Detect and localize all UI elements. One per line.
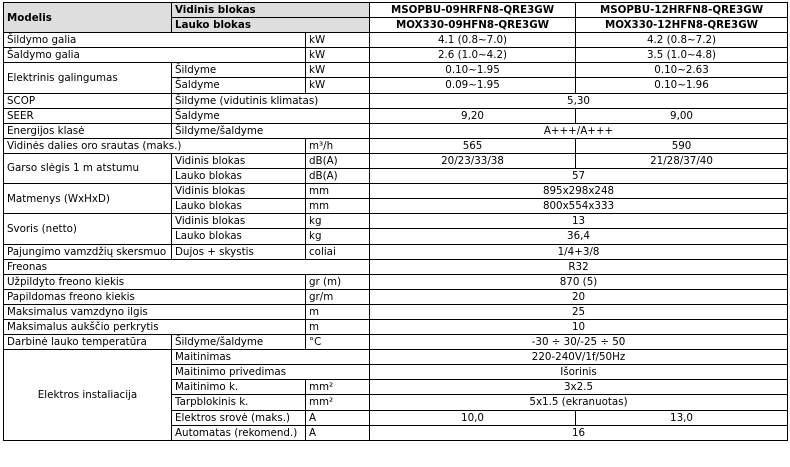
param-label: Energijos klasė xyxy=(4,123,172,138)
value-shared: 57 xyxy=(370,169,788,184)
unit-label: m xyxy=(306,304,370,319)
unit-label: coliai xyxy=(306,244,370,259)
table-row xyxy=(4,289,788,304)
value-09: 4.1 (0.8~7.0) xyxy=(370,33,576,48)
sub-label: Šildyme xyxy=(172,63,306,78)
param-label: Elektros instaliacija xyxy=(4,350,172,441)
header-modelis: Modelis xyxy=(4,3,172,33)
sub-label: Šildyme/šaldyme xyxy=(172,335,306,350)
value-shared: R32 xyxy=(370,259,788,274)
value-09: 20/23/33/38 xyxy=(370,153,576,168)
param-label: SCOP xyxy=(4,93,172,108)
table-row xyxy=(4,259,788,274)
param-label: Pajungimo vamzdžių skersmuo xyxy=(4,244,172,259)
unit-label: kg xyxy=(306,214,370,229)
table-row xyxy=(4,138,788,153)
table-row xyxy=(4,184,788,199)
value-09: 9,20 xyxy=(370,108,576,123)
param-label: Darbinė lauko temperatūra xyxy=(4,335,172,350)
header-model-12-indoor: MSOPBU-12HRFN8-QRE3GW xyxy=(576,3,788,18)
sub-label: Lauko blokas xyxy=(172,229,306,244)
value-shared: 870 (5) xyxy=(370,274,788,289)
table-row xyxy=(4,335,788,350)
sub-label: Maitinimo k. xyxy=(172,380,306,395)
table-row xyxy=(4,93,788,108)
value-shared: 36,4 xyxy=(370,229,788,244)
header-row-indoor xyxy=(4,3,788,18)
param-label: Svoris (netto) xyxy=(4,214,172,244)
sub-label: Maitinimo privedimas xyxy=(172,365,370,380)
sub-label: Maitinimas xyxy=(172,350,370,365)
value-shared: 220-240V/1f/50Hz xyxy=(370,350,788,365)
unit-label: kg xyxy=(306,229,370,244)
unit-label: °C xyxy=(306,335,370,350)
sub-label: Tarpblokinis k. xyxy=(172,395,306,410)
value-12: 13,0 xyxy=(576,410,788,425)
value-12: 9,00 xyxy=(576,108,788,123)
spec-table xyxy=(3,2,788,441)
table-row xyxy=(4,319,788,334)
unit-label: mm² xyxy=(306,395,370,410)
sub-label: Šaldyme xyxy=(172,108,370,123)
header-indoor-label: Vidinis blokas xyxy=(172,3,370,18)
unit-label: mm xyxy=(306,184,370,199)
unit-label: gr (m) xyxy=(306,274,370,289)
value-shared: 13 xyxy=(370,214,788,229)
param-label: Matmenys (WxHxD) xyxy=(4,184,172,214)
value-shared: 1/4+3/8 xyxy=(370,244,788,259)
unit-label: kW xyxy=(306,33,370,48)
header-outdoor-label: Lauko blokas xyxy=(172,18,370,33)
param-label: Freonas xyxy=(4,259,370,274)
unit-label: m³/h xyxy=(306,138,370,153)
value-shared: 800x554x333 xyxy=(370,199,788,214)
sub-label: Elektros srovė (maks.) xyxy=(172,410,306,425)
table-row xyxy=(4,48,788,63)
sub-label: Lauko blokas xyxy=(172,199,306,214)
value-12: 0.10~1.96 xyxy=(576,78,788,93)
sub-label: Vidinis blokas xyxy=(172,184,306,199)
value-shared: 16 xyxy=(370,425,788,440)
table-row xyxy=(4,123,788,138)
sub-label: Šaldyme xyxy=(172,78,306,93)
value-12: 3.5 (1.0~4.8) xyxy=(576,48,788,63)
sub-label: Šildyme/šaldyme xyxy=(172,123,370,138)
unit-label: kW xyxy=(306,78,370,93)
header-model-09-indoor: MSOPBU-09HRFN8-QRE3GW xyxy=(370,3,576,18)
param-label: Maksimalus vamzdyno ilgis xyxy=(4,304,306,319)
value-shared: -30 ÷ 30/-25 ÷ 50 xyxy=(370,335,788,350)
table-row xyxy=(4,153,788,168)
unit-label: kW xyxy=(306,48,370,63)
unit-label: kW xyxy=(306,63,370,78)
value-shared: A+++/A+++ xyxy=(370,123,788,138)
value-shared: 25 xyxy=(370,304,788,319)
table-row xyxy=(4,33,788,48)
param-label: Elektrinis galingumas xyxy=(4,63,172,93)
table-row xyxy=(4,350,788,365)
value-09: 0.09~1.95 xyxy=(370,78,576,93)
value-shared: 3x2.5 xyxy=(370,380,788,395)
unit-label: dB(A) xyxy=(306,169,370,184)
unit-label: gr/m xyxy=(306,289,370,304)
unit-label: dB(A) xyxy=(306,153,370,168)
header-model-09-outdoor: MOX330-09HFN8-QRE3GW xyxy=(370,18,576,33)
value-12: 0.10~2.63 xyxy=(576,63,788,78)
param-label: Šaldymo galia xyxy=(4,48,306,63)
value-shared: 10 xyxy=(370,319,788,334)
value-shared: 5x1.5 (ekranuotas) xyxy=(370,395,788,410)
unit-label: A xyxy=(306,425,370,440)
unit-label: m xyxy=(306,319,370,334)
param-label: Maksimalus aukščio perkrytis xyxy=(4,319,306,334)
param-label: SEER xyxy=(4,108,172,123)
value-12: 590 xyxy=(576,138,788,153)
sub-label: Vidinis blokas xyxy=(172,214,306,229)
value-09: 2.6 (1.0~4.2) xyxy=(370,48,576,63)
value-09: 10,0 xyxy=(370,410,576,425)
unit-label: mm² xyxy=(306,380,370,395)
table-row xyxy=(4,108,788,123)
value-09: 0.10~1.95 xyxy=(370,63,576,78)
value-shared: 5,30 xyxy=(370,93,788,108)
value-12: 4.2 (0.8~7.2) xyxy=(576,33,788,48)
value-shared: Išorinis xyxy=(370,365,788,380)
param-label: Papildomas freono kiekis xyxy=(4,289,306,304)
header-model-12-outdoor: MOX330-12HFN8-QRE3GW xyxy=(576,18,788,33)
table-row xyxy=(4,244,788,259)
sub-label: Šildyme (vidutinis klimatas) xyxy=(172,93,370,108)
param-label: Šildymo galia xyxy=(4,33,306,48)
table-row xyxy=(4,214,788,229)
table-row xyxy=(4,63,788,78)
table-row xyxy=(4,304,788,319)
sub-label: Vidinis blokas xyxy=(172,153,306,168)
sub-label: Lauko blokas xyxy=(172,169,306,184)
value-12: 21/28/37/40 xyxy=(576,153,788,168)
param-label: Garso slėgis 1 m atstumu xyxy=(4,153,172,183)
unit-label: A xyxy=(306,410,370,425)
value-shared: 895x298x248 xyxy=(370,184,788,199)
sub-label: Dujos + skystis xyxy=(172,244,306,259)
sub-label: Automatas (rekomend.) xyxy=(172,425,306,440)
param-label: Užpildyto freono kiekis xyxy=(4,274,306,289)
value-09: 565 xyxy=(370,138,576,153)
table-row xyxy=(4,274,788,289)
param-label: Vidinės dalies oro srautas (maks.) xyxy=(4,138,306,153)
unit-label: mm xyxy=(306,199,370,214)
value-shared: 20 xyxy=(370,289,788,304)
